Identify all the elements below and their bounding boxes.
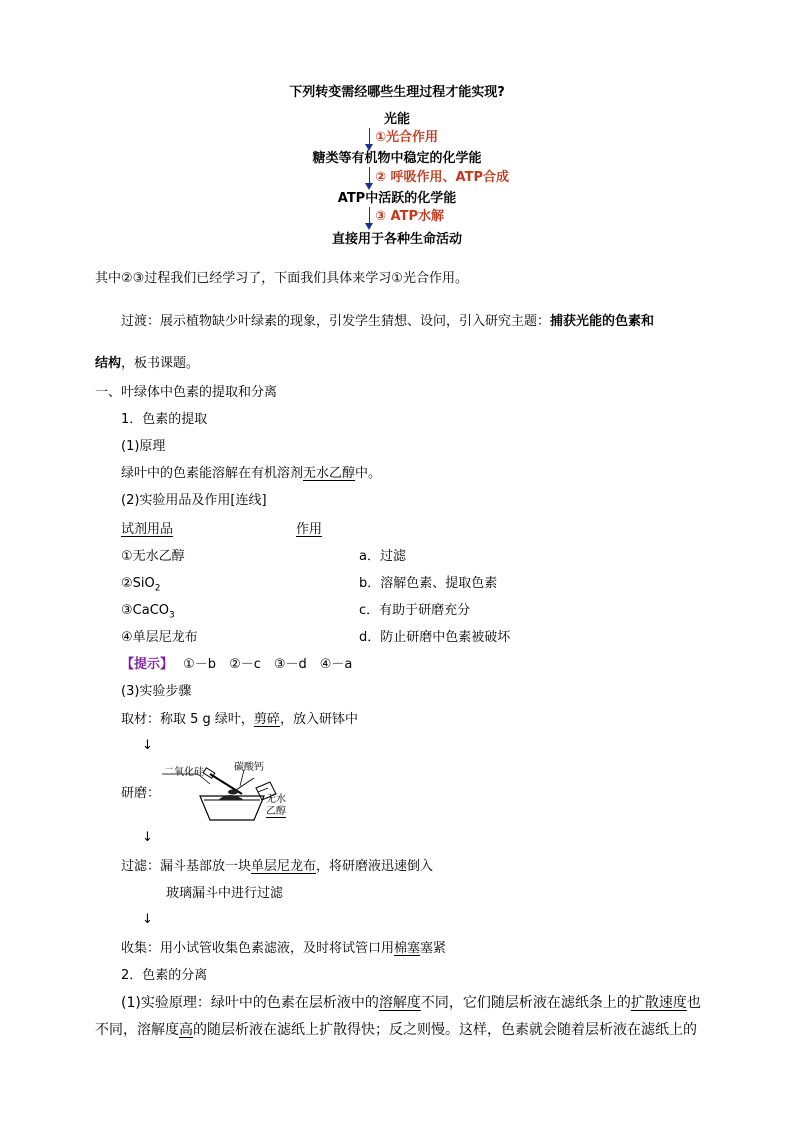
take-pre: 取材：称取 5 g 绿叶， [121, 712, 254, 727]
materials-label: (2)实验用品及作用[连线] [121, 493, 267, 508]
subsection-separation: 2．色素的分离 [121, 968, 208, 983]
transition-topic: 捕获光能的色素和 [550, 314, 655, 329]
principle-post: 中。 [355, 466, 382, 481]
hint-row [121, 656, 352, 674]
filter-nylon: 单层尼龙布 [251, 859, 317, 874]
section-heading: 一、叶绿体中色素的提取和分离 [95, 385, 278, 400]
down-arrow-icon: ↓ [142, 738, 153, 753]
material-item-4: ④单层尼龙布 [121, 630, 198, 645]
function-item-b: b．溶解色素、提取色素 [359, 576, 498, 591]
flow-step-atp-hydrolysis: ③ ATP水解 [375, 209, 444, 224]
material-item-3 [121, 602, 175, 625]
down-arrow-icon: ↓ [142, 830, 153, 845]
hint-label: 【提示】 [121, 657, 174, 672]
step-filter [121, 858, 433, 876]
steps-label: (3)实验步骤 [121, 684, 192, 699]
step-take-material [121, 711, 358, 729]
sep-diffusion-speed: 扩散速度 [630, 995, 687, 1011]
flow-arrow-2-head [365, 183, 373, 190]
function-item-d: d．防止研磨中色素被破坏 [359, 630, 511, 645]
principle-label: (1)原理 [121, 439, 166, 454]
transition-paragraph [121, 313, 654, 331]
down-arrow-icon: ↓ [142, 912, 153, 927]
collect-pre: 收集：用小试管收集色素滤液，及时将试管口用 [121, 941, 395, 956]
function-item-c: c．有助于研磨充分 [359, 603, 471, 618]
separation-principle-line1 [121, 993, 701, 1013]
collect-cotton: 棉塞 [394, 941, 421, 956]
figure-label-calcium-carbonate: 碳酸钙 [234, 762, 264, 773]
sep-end: 也 [686, 995, 701, 1011]
sep-solubility: 溶解度 [378, 995, 421, 1011]
step-grind-label: 研磨： [121, 786, 161, 801]
transition-topic-end: 结构 [95, 356, 122, 371]
take-cut: 剪碎 [253, 712, 280, 727]
separation-principle-line2 [95, 1020, 697, 1040]
flow-node-light-energy: 光能 [383, 112, 410, 127]
flow-question: 下列转变需经哪些生理过程才能实现? [289, 85, 505, 100]
filter-pre: 过滤：漏斗基部放一块 [121, 859, 252, 874]
filter-post: ，将研磨液迅速倒入 [316, 859, 434, 874]
transition-suffix: ，板书课题。 [121, 356, 200, 371]
principle-text [121, 465, 381, 483]
transition-prefix: 过渡：展示植物缺少叶绿素的现象，引发学生猜想、设问，引入研究主题： [121, 314, 551, 329]
intro-paragraph: 其中②③过程我们已经学习了，下面我们具体来学习①光合作用。 [95, 271, 468, 286]
flow-node-stable-chemical-energy: 糖类等有机物中稳定的化学能 [312, 151, 482, 166]
material-item-2-main: ②SiO [121, 576, 155, 591]
sep-line2-pre: 不同，溶解度 [95, 1022, 179, 1038]
material-item-2-sub: 2 [154, 583, 161, 594]
hint-answers: ①－b ②－c ③－d ④－a [183, 657, 353, 672]
subsection-extraction: 1．色素的提取 [121, 412, 208, 427]
collect-post: 塞紧 [420, 941, 447, 956]
figure-label-ethanol-1: 无水 [266, 794, 286, 805]
material-item-3-sub: 3 [169, 610, 175, 621]
sep-pre: (1)实验原理：绿叶中的色素在层析液中的 [121, 995, 379, 1011]
function-col-header: 作用 [296, 522, 323, 537]
step-filter-line2: 玻璃漏斗中进行过滤 [166, 886, 284, 901]
material-item-2 [121, 575, 161, 598]
flow-arrow-3-head [365, 223, 373, 230]
sep-line2-post: 的随层析液在滤纸上扩散得快；反之则慢。这样，色素就会随着层析液在滤纸上的 [193, 1022, 697, 1038]
figure-label-silica: 二氧化硅 [164, 767, 204, 778]
flow-node-atp-energy: ATP中活跃的化学能 [337, 191, 457, 206]
principle-solvent: 无水乙醇 [303, 466, 356, 481]
figure-label-ethanol-2: 乙醇 [266, 806, 286, 817]
step-collect [121, 940, 446, 958]
material-item-1: ①无水乙醇 [121, 549, 185, 564]
transition-continued [95, 355, 199, 373]
function-item-a: a．过滤 [359, 549, 406, 564]
material-item-3-main: ③CaCO [121, 603, 170, 618]
flow-step-photosynthesis: ①光合作用 [375, 130, 439, 145]
flow-step-respiration: ② 呼吸作用、ATP合成 [375, 170, 509, 185]
take-post: ，放入研钵中 [279, 712, 358, 727]
sep-mid: 不同，它们随层析液在滤纸条上的 [420, 995, 631, 1011]
materials-col-header: 试剂用品 [121, 522, 174, 537]
sep-high: 高 [179, 1022, 193, 1038]
principle-pre: 绿叶中的色素能溶解在有机溶剂 [121, 466, 304, 481]
flow-node-life-activities: 直接用于各种生命活动 [331, 232, 462, 247]
